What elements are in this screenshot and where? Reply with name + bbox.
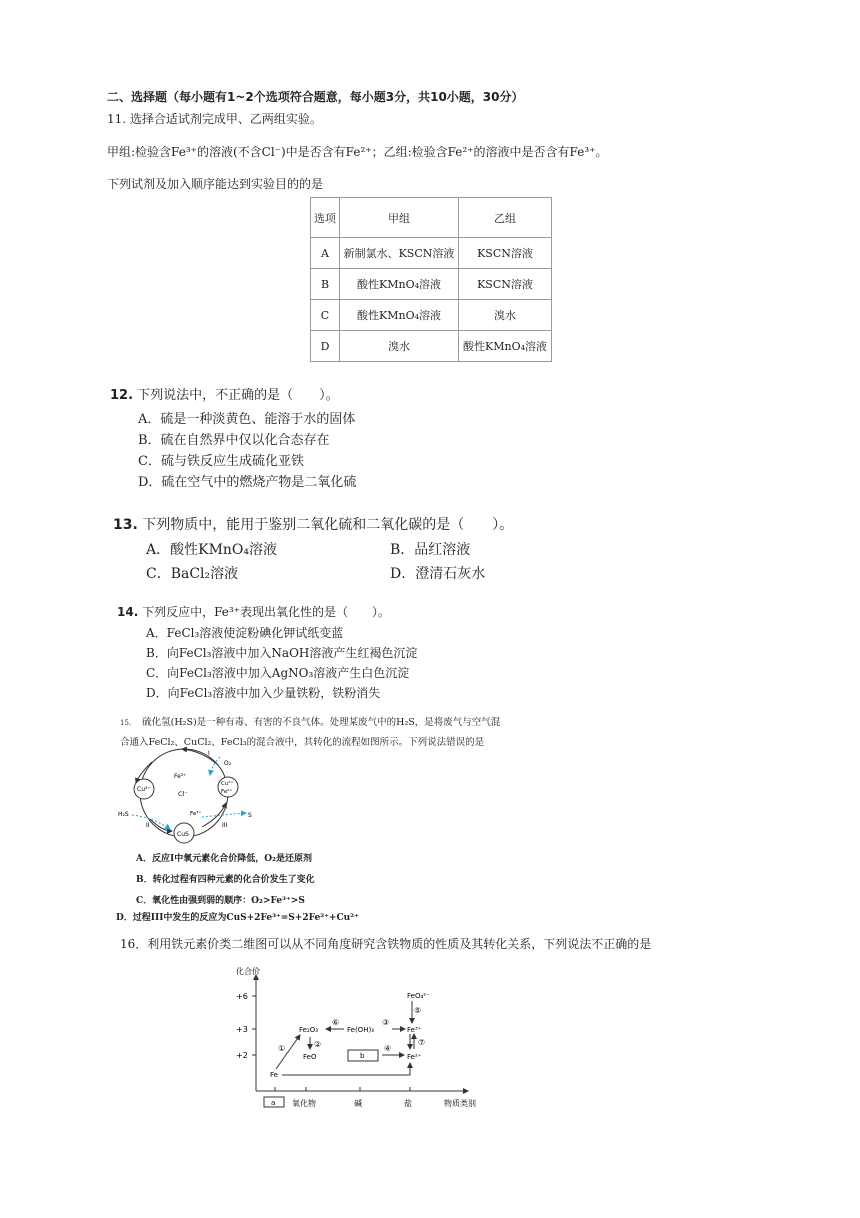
species-fe: Fe — [270, 1071, 278, 1079]
q11-line2: 甲组:检验含Fe³⁺的溶液(不含Cl⁻)中是否含有Fe²⁺；乙组:检验含Fe²⁺的溶液中是否含有Fe³⁺。 — [107, 145, 608, 159]
q13-number: 13. — [113, 517, 138, 533]
species-b: b — [360, 1052, 365, 1060]
step-6: ⑥ — [332, 1018, 340, 1027]
label-cu2-right: Cu²⁺ — [221, 781, 234, 787]
q12-stem: 下列说法中，不正确的是（ ）。 — [137, 388, 339, 403]
q12-option-b: B．硫在自然界中仅以化合态存在 — [138, 433, 330, 448]
q15-option-d: D．过程III中发生的反应为CuS+2Fe³⁺=S+2Fe²⁺+Cu²⁺ — [116, 913, 359, 923]
q12-option-a: A．硫是一种淡黄色、能溶于水的固体 — [138, 412, 356, 427]
q14-option-b: B．向FeCl₃溶液中加入NaOH溶液产生红褐色沉淀 — [146, 646, 418, 660]
label-ii: II — [146, 822, 150, 829]
y-tick-label: +2 — [236, 1051, 248, 1060]
step-7: ⑦ — [418, 1038, 426, 1047]
q14-stem: 下列反应中，Fe³⁺表现出氧化性的是（ ）。 — [142, 605, 391, 619]
label-h2s: H₂S — [118, 811, 129, 818]
table-cell: 酸性KMnO₄溶液 — [459, 331, 552, 362]
step-3: ③ — [382, 1018, 390, 1027]
step-4: ④ — [384, 1044, 392, 1053]
table-row — [311, 300, 552, 331]
species-fe2o3: Fe₂O₃ — [299, 1026, 319, 1034]
q13-option-c: C．BaCl₂溶液 — [146, 566, 239, 582]
q12-stem-row — [110, 385, 339, 406]
q14-number: 14. — [117, 605, 139, 619]
table-header: 乙组 — [459, 198, 552, 238]
q14-option-c: C．向FeCl₃溶液中加入AgNO₃溶液产生白色沉淀 — [146, 666, 410, 680]
table-cell: A — [311, 238, 340, 269]
species-feoh3: Fe(OH)₃ — [347, 1026, 374, 1034]
s-arrow — [202, 813, 246, 817]
x-label-oxide: 氧化物 — [292, 1099, 316, 1108]
label-fe3: Fe³⁺ — [174, 773, 187, 780]
q15-number: 15. — [120, 719, 132, 727]
table-cell: KSCN溶液 — [459, 238, 552, 269]
species-feo: FeO — [303, 1053, 317, 1061]
q12-option-c: C．硫与铁反应生成硫化亚铁 — [138, 454, 304, 469]
table-cell: 溴水 — [340, 331, 459, 362]
species-feo4: FeO₄²⁻ — [407, 992, 430, 1000]
label-fe2: Fe²⁺ — [221, 789, 233, 795]
species-fe3: Fe³⁺ — [407, 1026, 422, 1034]
table-cell: D — [311, 331, 340, 362]
x-label-class: 物质类别 — [444, 1099, 476, 1108]
q12-option-d: D．硫在空气中的燃烧产物是二氧化硫 — [138, 475, 357, 490]
q15-line1 — [120, 714, 500, 728]
table-cell: 酸性KMnO₄溶液 — [340, 300, 459, 331]
label-o2: O₂ — [224, 760, 232, 767]
table-row — [311, 269, 552, 300]
table-row — [311, 238, 552, 269]
table-cell: 酸性KMnO₄溶液 — [340, 269, 459, 300]
table-cell: 溴水 — [459, 300, 552, 331]
q15-line1-text: 硫化氢(H₂S)是一种有毒、有害的不良气体。处理某废气中的H₂S，是将废气与空气混 — [142, 717, 501, 728]
y-tick-label: +6 — [236, 992, 248, 1001]
cycle-arrow — [182, 749, 218, 765]
table-header: 甲组 — [340, 198, 459, 238]
label-cl: Cl⁻ — [178, 790, 188, 798]
q15-cycle-diagram — [112, 745, 272, 845]
table-header: 选项 — [311, 198, 340, 238]
species-fe2: Fe²⁺ — [407, 1053, 422, 1061]
label-cus: CuS — [177, 831, 189, 838]
q15-option-a: A．反应I中氧元素化合价降低，O₂是还原剂 — [136, 854, 312, 864]
table-cell: B — [311, 269, 340, 300]
label-iii: III — [222, 822, 228, 829]
label-i: I — [208, 750, 210, 757]
q15-line2: 合通入FeCl₂、CuCl₂、FeCl₃的混合液中，其转化的流程如图所示。下列说法错误的是 — [120, 737, 485, 748]
q13-option-a: A．酸性KMnO₄溶液 — [146, 542, 278, 558]
table-row — [311, 331, 552, 362]
q12-number: 12. — [110, 388, 134, 403]
label-cu2-left: Cu²⁺ — [137, 786, 151, 793]
q16-stem: 16．利用铁元素价类二维图可以从不同角度研究含铁物质的性质及其转化关系，下列说法不正确的是 — [120, 937, 652, 951]
q15-option-b: B．转化过程有四种元素的化合价发生了变化 — [136, 875, 315, 885]
q14-option-a: A．FeCl₃溶液使淀粉碘化钾试纸变蓝 — [146, 626, 344, 640]
x-label-base: 碱 — [354, 1099, 362, 1108]
y-axis-title: 化合价 — [236, 967, 260, 976]
table-cell: C — [311, 300, 340, 331]
y-tick-label: +3 — [236, 1025, 248, 1034]
x-label-a: a — [271, 1099, 276, 1107]
x-label-salt: 盐 — [404, 1099, 412, 1108]
step-2: ② — [314, 1040, 322, 1049]
q13-option-d: D．澄清石灰水 — [390, 566, 486, 582]
q14-stem-row — [117, 603, 390, 620]
table-cell: KSCN溶液 — [459, 269, 552, 300]
q11-options-table — [310, 197, 552, 362]
q16-valence-class-chart — [232, 963, 492, 1113]
q15-option-c: C．氧化性由强到弱的顺序：O₂>Fe³⁺>S — [136, 896, 305, 906]
table-cell: 新制氯水、KSCN溶液 — [340, 238, 459, 269]
q11-line3: 下列试剂及加入顺序能达到实验目的的是 — [107, 177, 324, 191]
q13-option-b: B．品红溶液 — [390, 542, 471, 558]
step-1: ① — [278, 1044, 286, 1053]
q13-stem: 下列物质中，能用于鉴别二氧化硫和二氧化碳的是（ ）。 — [142, 517, 514, 533]
q11-stem: 11. 选择合适试剂完成甲、乙两组实验。 — [107, 112, 322, 126]
section-title: 二、选择题（每小题有1~2个选项符合题意，每小题3分，共10小题，30分） — [107, 90, 524, 104]
label-s: S — [248, 812, 252, 819]
q13-stem-row — [113, 514, 513, 534]
arrow-fe-to-fe2 — [282, 1063, 410, 1075]
step-5: ⑤ — [414, 1006, 422, 1015]
label-fe3-lower: Fe³⁺ — [190, 811, 202, 817]
q14-option-d: D．向FeCl₃溶液中加入少量铁粉，铁粉消失 — [146, 686, 381, 700]
